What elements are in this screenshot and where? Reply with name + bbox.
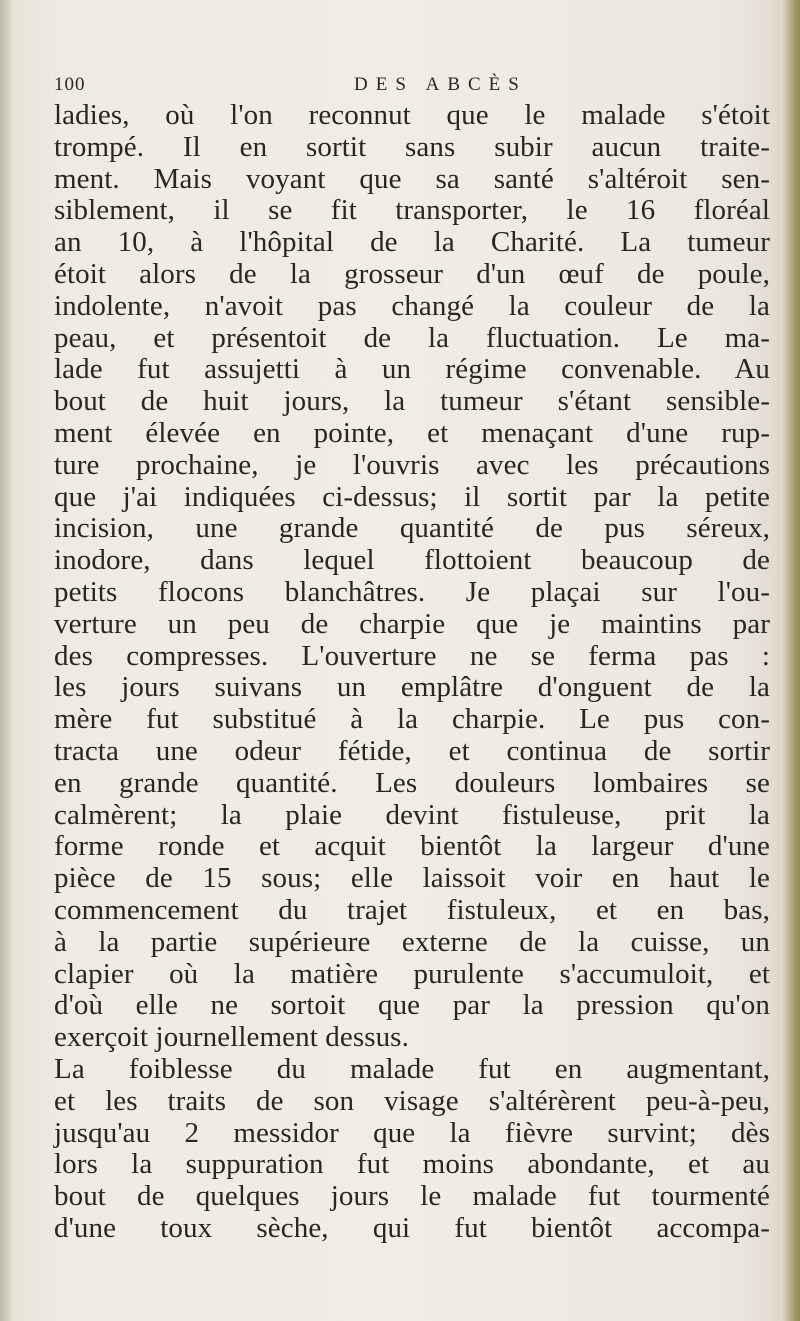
text-line: verture un peu de charpie que je maintins par xyxy=(54,607,770,640)
running-title: DES ABCÈS xyxy=(354,74,527,95)
text-line: bout de huit jours, la tumeur s'étant sensible- xyxy=(54,385,770,418)
text-line: que j'ai indiquées ci-dessus; il sortit par la petite xyxy=(54,480,770,513)
text-line: an 10, à l'hôpital de la Charité. La tumeur xyxy=(54,226,770,259)
text-line: mère fut substitué à la charpie. Le pus con- xyxy=(54,703,770,736)
text-line: exerçoit journellement dessus. xyxy=(54,1021,409,1054)
text-line: ture prochaine, je l'ouvris avec les précautions xyxy=(54,448,770,481)
page-gutter-shadow xyxy=(0,0,14,1321)
page-number: 100 xyxy=(54,74,86,95)
text-line: ment élevée en pointe, et menaçant d'une rup- xyxy=(54,416,770,449)
text-line: d'une toux sèche, qui fut bientôt accompa- xyxy=(54,1211,770,1244)
text-line: tracta une odeur fétide, et continua de sortir xyxy=(54,734,770,767)
text-line: des compresses. L'ouverture ne se ferma pas : xyxy=(54,639,770,672)
text-line: petits flocons blanchâtres. Je plaçai sur l'ou- xyxy=(54,575,770,608)
page-edge xyxy=(782,0,800,1321)
text-line: siblement, il se fit transporter, le 16 floréal xyxy=(54,194,770,227)
text-line: à la partie supérieure externe de la cuisse, un xyxy=(54,925,770,958)
text-line: La foiblesse du malade fut en augmentant, xyxy=(54,1052,770,1085)
text-line: étoit alors de la grosseur d'un œuf de poule, xyxy=(54,257,770,290)
text-line: peau, et présentoit de la fluctuation. Le ma- xyxy=(54,321,770,354)
text-line: trompé. Il en sortit sans subir aucun traite- xyxy=(54,130,770,163)
text-line: clapier où la matière purulente s'accumuloit, et xyxy=(54,957,770,990)
text-line: indolente, n'avoit pas changé la couleur de la xyxy=(54,289,770,322)
body-text xyxy=(54,100,770,1245)
text-line: incision, une grande quantité de pus séreux, xyxy=(54,512,770,545)
text-line: commencement du trajet fistuleux, et en bas, xyxy=(54,893,770,926)
text-line: ladies, où l'on reconnut que le malade s'étoit xyxy=(54,99,770,131)
text-line: jusqu'au 2 messidor que la fièvre survint; dès xyxy=(54,1116,770,1149)
text-line: les jours suivans un emplâtre d'onguent de la xyxy=(54,671,770,704)
text-line: d'où elle ne sortoit que par la pression qu'on xyxy=(54,989,770,1022)
text-line: lors la suppuration fut moins abondante, et au xyxy=(54,1148,770,1181)
text-line: bout de quelques jours le malade fut tourmenté xyxy=(54,1180,770,1213)
text-line: pièce de 15 sous; elle laissoit voir en haut le xyxy=(54,862,770,895)
text-line: calmèrent; la plaie devint fistuleuse, prit la xyxy=(54,798,770,831)
text-line: et les traits de son visage s'altérèrent peu-à-peu, xyxy=(54,1084,770,1117)
text-line: en grande quantité. Les douleurs lombaires se xyxy=(54,766,770,799)
text-line: ment. Mais voyant que sa santé s'altéroit sen- xyxy=(54,162,770,195)
text-line: lade fut assujetti à un régime convenable. Au xyxy=(54,353,770,386)
text-line: forme ronde et acquit bientôt la largeur d'une xyxy=(54,830,770,863)
text-line: inodore, dans lequel flottoient beaucoup de xyxy=(54,544,770,577)
